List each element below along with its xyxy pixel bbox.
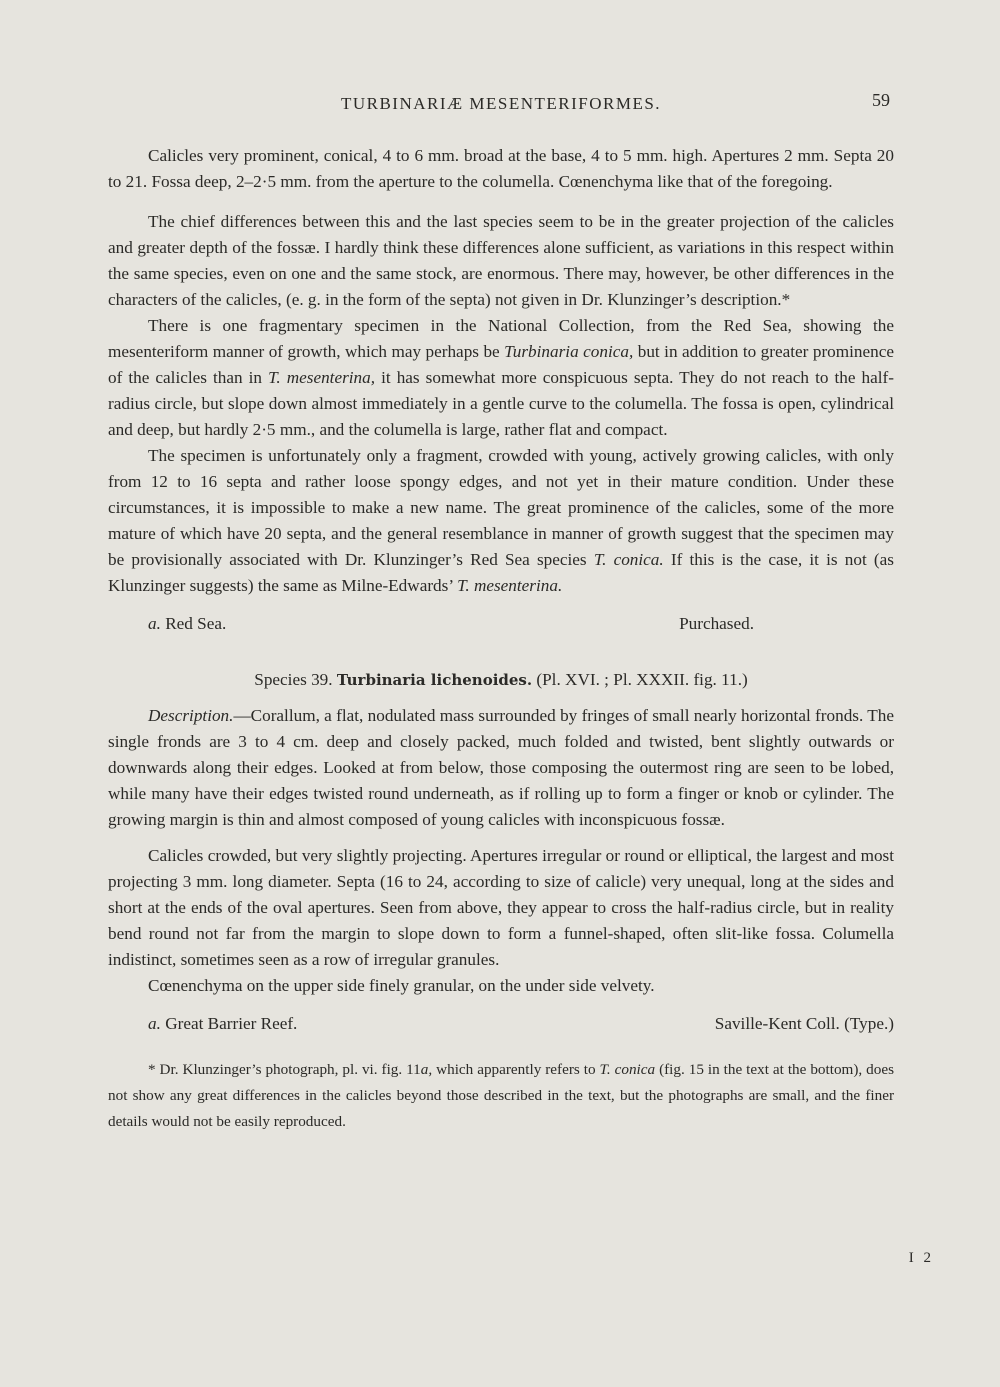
body-text [108, 143, 894, 1135]
paragraph-differences: The chief differences between this and the last species seem to be in the greater projection of the calicles and greater depth of the fossæ. I hardly think these differences alone sufficient, as variations in this respect within the same species, even on one and the same stock, are enormous. There may, however, be other differences in the characters of the calicles, (e. g. in the form of the septa) not given in Dr. Klunzinger’s description.* [108, 212, 894, 309]
italic-taxon: T. mesenterina. [457, 576, 563, 595]
text-run: * Dr. Klunzinger’s photograph, pl. vi. fig. 11 [148, 1061, 421, 1078]
paragraph-fragment [108, 443, 894, 599]
species-name: Turbinaria lichenoides. [336, 671, 533, 689]
entry-letter: a. [148, 1014, 161, 1033]
paragraph-calicles: Calicles very prominent, conical, 4 to 6 mm. broad at the base, 4 to 5 mm. high. Apertures 2 mm. Septa 20 to 21. Fossa deep, 2–2·5 mm. from the aperture to the columella. Cœnenchyma like that of the foregoing. [108, 146, 894, 191]
text-run: which apparently refers to [432, 1061, 600, 1078]
description-label: Description. [148, 706, 234, 725]
paragraph-calicles-crowded: Calicles crowded, but very slightly projecting. Apertures irregular or round or elliptical, the largest and most projecting 3 mm. long diameter. Septa (16 to 24, according to size of calicle) very unequal, long at the sides and short at the ends of the oval apertures. Seen from above, they appear to cross the half-radius circle, but in reality bend round not far from the margin to slope down to form a funnel-shaped, often slit-like fossa. Columella indistinct, sometimes seen as a row of irregular granules. [108, 846, 894, 969]
specimen-source: Saville-Kent Coll. (Type.) [714, 1014, 894, 1033]
italic-taxon: T. mesenterina, [268, 368, 376, 387]
specimen-entry [108, 611, 894, 637]
text-run: The specimen is unfortunately only a fragment, crowded with young, actively growing calicles, with only from 12 to 16 septa and rather loose spongy edges, and not yet in their mature condition. Under these circumstances, it is impossible to make a new name. The great prominence of the calicles, some of the more mature of which have 20 septa, and the general resemblance in manner of growth suggest that the specimen may be provisionally associated with Dr. Klunzinger’s Red Sea species [108, 446, 894, 569]
specimen-locality [148, 611, 226, 637]
text-run: —Corallum, a flat, nodulated mass surrounded by fringes of small nearly horizontal fronds. The single fronds are 3 to 4 cm. deep and closely packed, much folded and twisted, bent slightly outwards or downwards along their edges. Looked at from below, those composing the outermost ring are seen to be lobed, while many have their edges twisted round underneath, as if rolling up to form a finger or knob or cylinder. The growing margin is thin and almost composed of young calicles with inconspicuous fossæ. [108, 706, 894, 829]
italic-taxon: T. conica. [593, 550, 664, 569]
running-head: TURBINARIÆ MESENTERIFORMES. [340, 94, 662, 113]
text-run: but in addition to greater prominence of the calicles than in [108, 342, 894, 387]
species-plates: (Pl. XVI. ; Pl. XXXII. fig. 11.) [532, 670, 748, 689]
specimen-entry [108, 1011, 894, 1037]
species-number: Species 39. [254, 670, 337, 689]
text-run: There is one fragmentary specimen in the National Collection, from the Red Sea, showing the mesenteriform manner of growth, which may perhaps be [108, 316, 894, 361]
text-run: it has somewhat more conspicuous septa. They do not reach to the half-radius circle, but slope down almost immediately in a gentle curve to the columella. The fossa is open, cylindrical and deep, but hardly 2·5 mm., and the columella is large, rather flat and compact. [108, 368, 894, 439]
text-run: If this is the case, it is not (as Klunzinger suggests) the same as Milne-Edwards’ [108, 550, 894, 595]
specimen-source: Purchased. [679, 614, 754, 633]
page-header [108, 90, 894, 114]
signature-mark: I 2 [908, 1250, 934, 1266]
footnote [108, 1057, 894, 1135]
italic-taxon: T. conica [599, 1061, 656, 1078]
locality-text: Great Barrier Reef. [160, 1014, 298, 1033]
page-number: 59 [872, 90, 890, 110]
species-heading [108, 667, 894, 693]
entry-letter: a. [148, 614, 161, 633]
italic-taxon: Turbinaria conica, [504, 342, 634, 361]
italic-text: a, [420, 1061, 433, 1078]
text-run: (fig. 15 in the text at the bottom), does not show any great differences in the calicles beyond those described in the text, but the photographs are small, and the finer details would not be easily reproduced. [108, 1061, 895, 1130]
paragraph-specimen [108, 313, 894, 443]
paragraph-description [108, 703, 894, 833]
specimen-locality [148, 1011, 297, 1037]
locality-text: Red Sea. [160, 614, 227, 633]
paragraph-coenenchyma: Cœnenchyma on the upper side finely granular, on the under side velvety. [148, 976, 655, 995]
